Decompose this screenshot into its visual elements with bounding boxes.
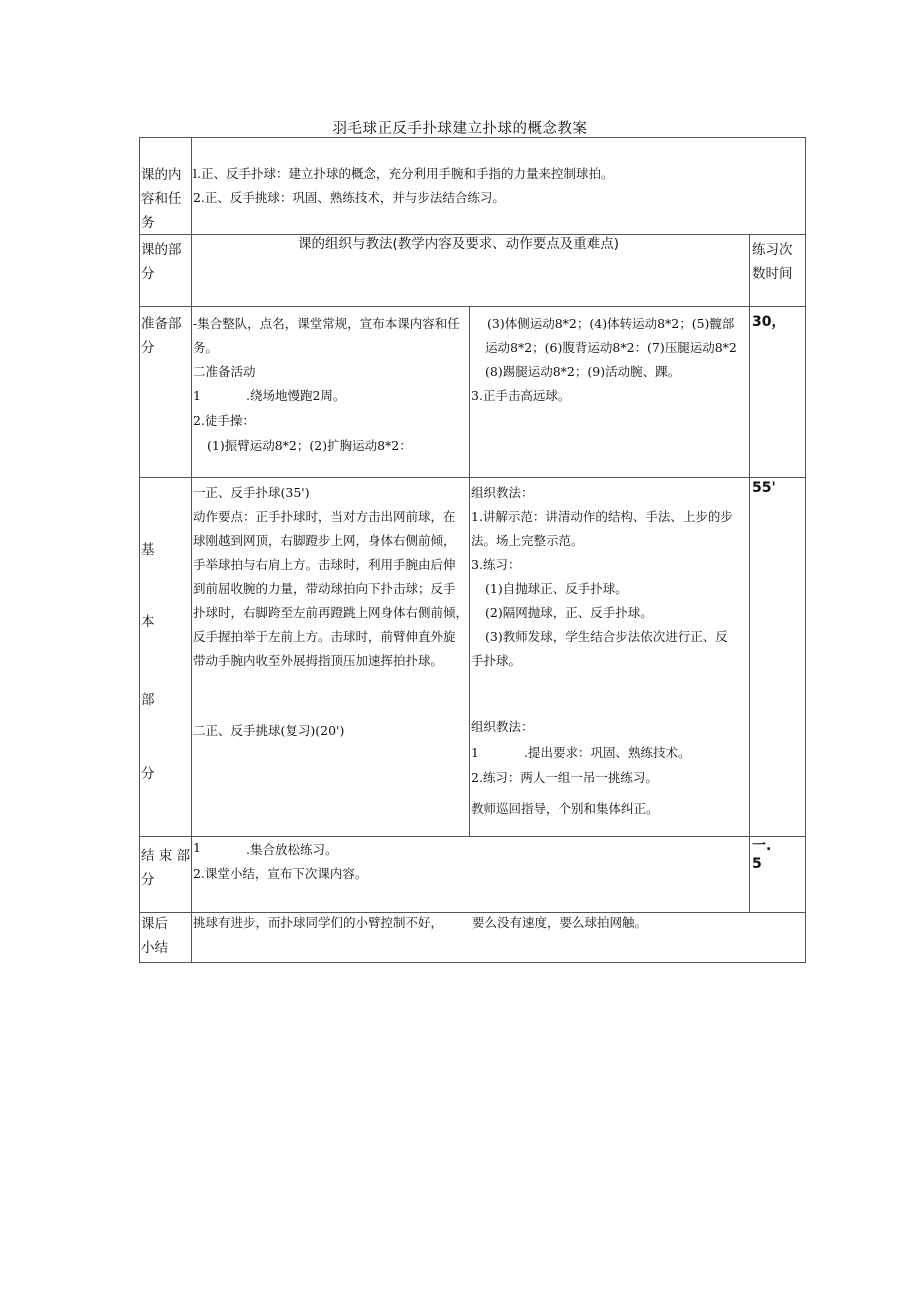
basic-right-line: 教师巡回指导，个别和集体纠正。	[471, 801, 659, 816]
content-task-2: 2.正、反手挑球：巩固、熟练技术，并与步法结合练习。	[193, 190, 505, 205]
prep-line: 3.正手击高远球。	[471, 388, 571, 403]
basic-right-line: (1)自抛球正、反手扑球。	[485, 581, 628, 596]
basic-right-line: (3)教师发球，学生结合步法依次进行正、反	[485, 629, 728, 644]
basic-left-line: 反手握拍举于左前上方。击球时，前臂伸直外旋	[193, 629, 456, 644]
label-line: 数时间	[752, 266, 793, 282]
prep-line: 务。	[193, 340, 219, 355]
basic-right-line: 3.练习：	[471, 557, 521, 572]
table-border-left	[139, 137, 140, 963]
basic-time: 55'	[752, 480, 776, 496]
basic-right-line: 手扑球。	[471, 653, 522, 668]
label-line: 务	[141, 215, 155, 231]
row-divider	[139, 836, 806, 837]
table-border-bottom	[139, 962, 806, 963]
label-line: 课后	[141, 916, 168, 932]
summary-text-a: 挑球有进步，而扑球同学们的小臂控制不好，	[193, 915, 444, 930]
prep-line: 2.徒手操：	[193, 413, 255, 428]
prep-line: (8)踢腿运动8*2；(9)活动腕、踝。	[485, 364, 681, 379]
row-divider	[139, 306, 806, 307]
summary-label	[141, 912, 168, 960]
basic-label-1: 基	[141, 542, 155, 558]
end-time-mark: 一.	[752, 838, 772, 854]
label-line: 准备部	[141, 316, 182, 332]
label-line: 课的部	[141, 242, 182, 258]
basic-left-line: 手举球拍与右肩上方。击球时，利用手腕由后伸	[193, 557, 456, 572]
label-line: 课的内	[141, 167, 182, 183]
basic-label-3: 部	[141, 692, 155, 708]
basic-right-line: .提出要求：巩固、熟练技术。	[524, 745, 691, 760]
basic-right-line: (2)隔网抛球，正、反手扑球。	[485, 605, 653, 620]
end-line: 2.课堂小结，宣布下次课内容。	[193, 866, 368, 881]
column-divider	[469, 306, 470, 836]
basic-left-line: 带动手腕内收至外展拇指顶压加速挥拍扑球。	[193, 653, 444, 668]
label-line: 分	[141, 872, 155, 888]
column-divider	[191, 137, 192, 963]
label-line: 结 束 部	[141, 848, 191, 864]
end-line: .集合放松练习。	[246, 842, 338, 857]
basic-right-line: 法。场上完整示范。	[471, 533, 584, 548]
basic-right-line: 组织教法：	[471, 719, 534, 734]
preparation-label	[141, 312, 182, 360]
prep-line: 二准备活动	[193, 364, 256, 379]
basic-right-line-number: 1	[471, 745, 479, 760]
prep-line: .绕场地慢跑2周。	[246, 388, 346, 403]
basic-left-line: 动作要点：正手扑球时，当对方击出网前球，在	[193, 509, 456, 524]
label-line: 小结	[141, 940, 168, 956]
practice-time-header	[752, 238, 793, 286]
column-divider	[749, 234, 750, 912]
page-title: 羽毛球正反手扑球建立扑球的概念教案	[332, 121, 588, 137]
basic-left-line: 到前屈收腕的力量，带动球拍向下扑击球；反手	[193, 581, 456, 596]
label-line: 分	[141, 266, 155, 282]
content-label	[141, 163, 182, 235]
row-divider	[139, 477, 806, 478]
basic-label-2: 本	[141, 614, 155, 630]
prep-line: (3)体侧运动8*2；(4)体转运动8*2；(5)髋部	[487, 316, 735, 331]
label-line: 练习次	[752, 242, 793, 258]
prep-line: -集合整队，点名，课堂常规，宣布本课内容和任	[193, 316, 460, 331]
basic-left-line: 球刚越到网顶，右脚蹬步上网，身体右侧前倾，	[193, 533, 456, 548]
section-header-label	[141, 238, 182, 286]
basic-left-line: 一正、反手扑球(35')	[193, 485, 310, 500]
basic-left-line: 二正、反手挑球(复习)(20')	[193, 723, 345, 738]
table-border-top	[139, 137, 806, 138]
summary-text-b: 要么没有速度，要么球拍网触。	[472, 915, 648, 930]
basic-right-line: 2.练习：两人一组一吊一挑练习。	[471, 770, 658, 785]
end-line-number: 1	[193, 840, 201, 855]
basic-label-4: 分	[141, 766, 155, 782]
end-label	[141, 844, 190, 892]
basic-left-line: 扑球时，右脚跨至左前再蹬跳上网身体右侧前倾，	[193, 605, 469, 620]
label-line: 分	[141, 340, 155, 356]
basic-right-line: 1.讲解示范：讲清动作的结构、手法、上步的步	[471, 509, 733, 524]
organization-method-header: 课的组织与教法(教学内容及要求、动作要点及重难点)	[298, 236, 620, 252]
prep-line: 运动8*2；(6)腹背运动8*2：(7)压腿运动8*2	[485, 340, 737, 355]
prep-line: (1)振臂运动8*2；(2)扩胸运动8*2：	[207, 438, 412, 453]
prep-line-number: 1	[193, 388, 201, 403]
table-border-right	[805, 137, 806, 963]
end-time: 5	[752, 856, 762, 872]
content-task-1: l.正、反手扑球：建立扑球的概念，充分利用手腕和手指的力量来控制球拍。	[193, 166, 614, 181]
label-line: 容和任	[141, 191, 182, 207]
basic-right-line: 组织教法：	[471, 485, 534, 500]
prep-time: 30，	[752, 314, 786, 330]
